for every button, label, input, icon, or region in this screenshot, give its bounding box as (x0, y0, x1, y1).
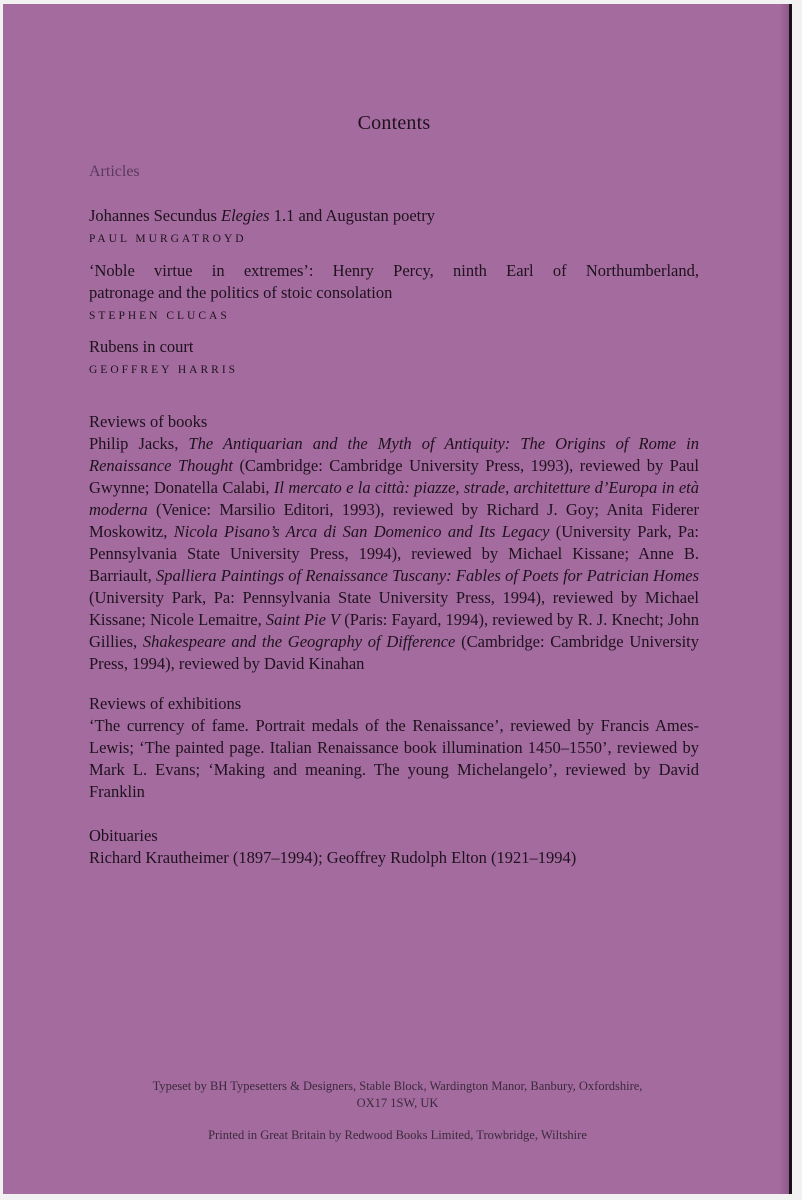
section-body: Philip Jacks, The Antiquarian and the Myth of Antiquity: The Origins of Rome in Renaissance Thought (Cambridge: Cambridge University Press, 1993), reviewed by Paul Gwynne; Donatella Calabi, Il mercato e la città: piazze, strade, architetture d’Europa in età moderna (Venice: Marsilio Editori, 1993), reviewed by Richard J. Goy; Anita Fiderer Moskowitz, Nicola Pisano’s Arca di San Domenico and Its Legacy (University Park, Pa: Pennsylvania State University Press, 1994), reviewed by Michael Kissane; Anne B. Barriault, Spalliera Paintings of Renaissance Tuscany: Fables of Poets for Patrician Homes (University Park, Pa: Pennsylvania State University Press, 1994), reviewed by Michael Kissane; Nicole Lemaitre, Saint Pie V (Paris: Fayard, 1994), reviewed by R. J. Knecht; John Gillies, Shakespeare and the Geography of Difference (Cambridge: Cambridge University Press, 1994), reviewed by David Kinahan (89, 434, 700, 673)
imprint (3, 1078, 792, 1144)
printer-credit: Printed in Great Britain by Redwood Books Limited, Trowbridge, Wiltshire (208, 1128, 587, 1142)
article-title: Rubens in court (89, 337, 194, 356)
section-heading: Reviews of books (89, 412, 208, 431)
section-body: ‘The currency of fame. Portrait medals of the Renaissance’, reviewed by Francis Ames-Lewis; ‘The painted page. Italian Renaissance book illumination 1450–1550’, reviewed by Mark L. Evans; ‘Making and meaning. The young Michelangelo’, reviewed by David Franklin (89, 716, 699, 801)
article-entry (89, 205, 699, 250)
article-author: PAUL MURGATROYD (89, 233, 247, 245)
article-entry (89, 336, 699, 381)
obituaries-section (89, 825, 699, 869)
article-title: ‘Noble virtue in extremes’: Henry Percy, ninth Earl of Northumberland, patronage and the politics of stoic consolation (89, 261, 699, 302)
article-author: GEOFFREY HARRIS (89, 364, 239, 376)
section-heading: Reviews of exhibitions (89, 694, 242, 713)
typesetter-credit: Typeset by BH Typesetters & Designers, Stable Block, Wardington Manor, Banbury, Oxfordshire, OX17 1SW, UK (152, 1079, 643, 1110)
page-edge-shadow (779, 4, 789, 1194)
page-title: Contents (357, 112, 431, 134)
section-body: Richard Krautheimer (1897–1994); Geoffrey Rudolph Elton (1921–1994) (89, 848, 577, 867)
reviews-of-books-section (89, 411, 699, 675)
article-author: STEPHEN CLUCAS (89, 310, 230, 322)
section-heading: Obituaries (89, 826, 158, 845)
article-title: Johannes Secundus Elegies 1.1 and Augustan poetry (89, 206, 435, 225)
page (3, 4, 792, 1194)
articles-section-label: Articles (89, 163, 140, 180)
reviews-of-exhibitions-section (89, 693, 699, 803)
article-entry (89, 260, 699, 327)
